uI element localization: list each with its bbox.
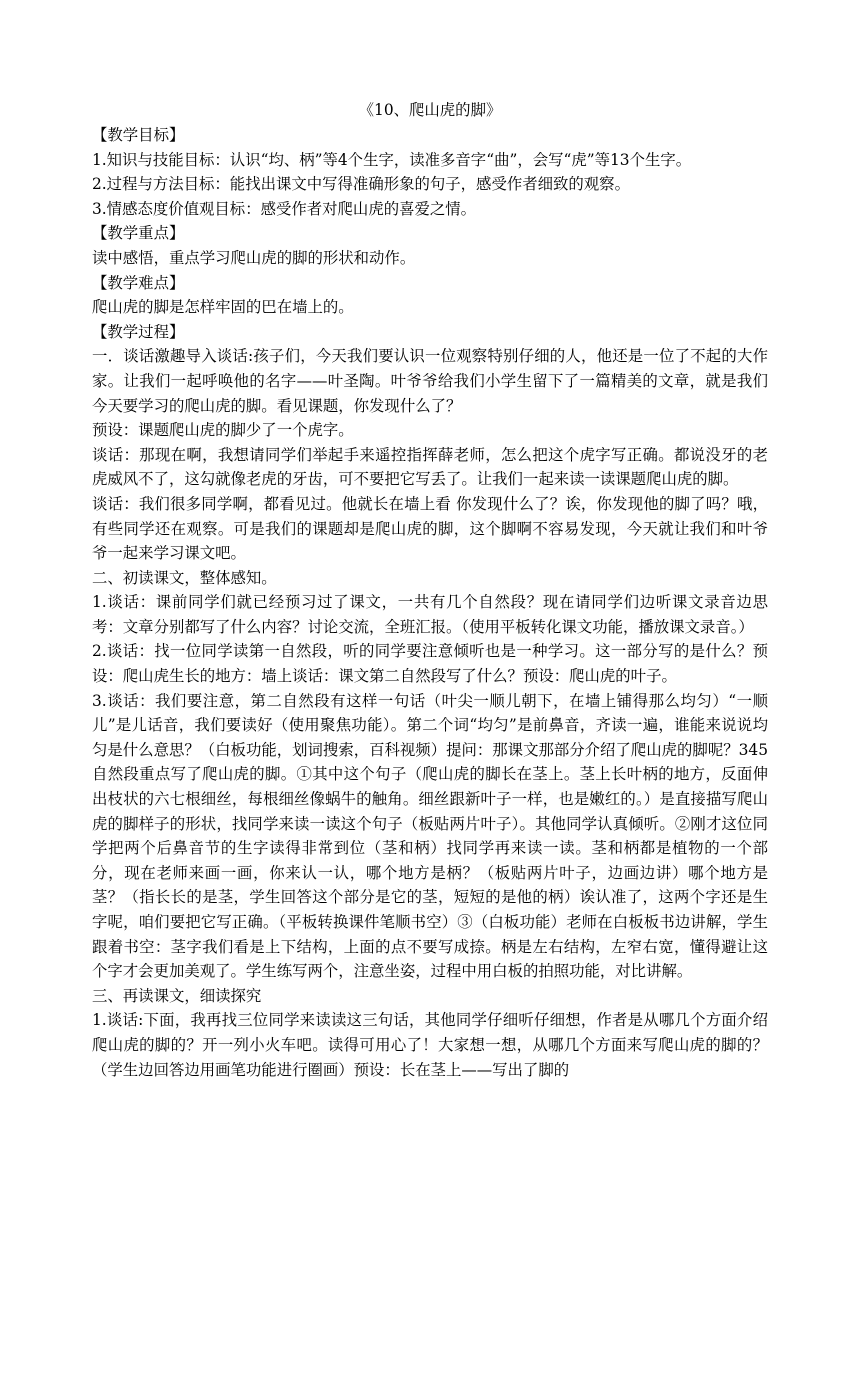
paragraph: 3.情感态度价值观目标：感受作者对爬山虎的喜爱之情。: [92, 199, 477, 218]
paragraph: 【教学难点】: [92, 273, 185, 292]
paragraph: 1.谈话：课前同学们就已经预习过了课文，一共有几个自然段？现在请同学们边听课文录音边思考：文章分别都写了什么内容？讨论交流，全班汇报。（使用平板转化课文功能，播放课文录音。）: [92, 593, 768, 636]
paragraph: 谈话：我们很多同学啊，都看见过。他就长在墙上看 你发现什么了？诶，你发现他的脚了吗？哦，有些同学还在观察。可是我们的课题却是爬山虎的脚，这个脚啊不容易发现，今天就让我们和叶爷爷一起来学习课文吧。: [92, 494, 768, 563]
document-title: 《10、爬山虎的脚》: [358, 101, 502, 119]
paragraph: 爬山虎的脚是怎样牢固的巴在墙上的。: [92, 298, 354, 317]
paragraph: 3.谈话：我们要注意，第二自然段有这样一句话（叶尖一顺儿朝下，在墙上铺得那么均匀）“一顺儿”是儿话音，我们要读好（使用聚焦功能）。第二个词“均匀”是前鼻音，齐读一遍，谁能来说说均匀是什么意思？（白板功能，划词搜索，百科视频）提问：那课文那部分介绍了爬山虎的脚呢？345自然段重点写了爬山虎的脚。①其中这个句子（爬山虎的脚长在茎上。茎上长叶柄的地方，反面伸出枝状的六七根细丝，每根细丝像蜗牛的触角。细丝跟新叶子一样，也是嫩红的。）是直接描写爬山虎的脚样子的形状，找同学来读一读这个句子（板贴两片叶子）。其他同学认真倾听。②刚才这位同学把两个后鼻音节的生字读得非常到位（茎和柄）找同学再来读一读。茎和柄都是植物的一个部分，现在老师来画一画，你来认一认，哪个地方是柄？（板贴两片叶子，边画边讲）哪个地方是茎？（指长长的是茎，学生回答这个部分是它的茎，短短的是他的柄）诶认准了，这两个字还是生字呢，咱们要把它写正确。（平板转换课件笔顺书空）③（白板功能）老师在白板板书边讲解，学生跟着书空：茎字我们看是上下结构，上面的点不要写成捺。柄是左右结构，左窄右宽，懂得避让这个字才会更加美观了。学生练写两个，注意坐姿，过程中用白板的拍照功能，对比讲解。: [92, 691, 768, 981]
paragraph: 预设：课题爬山虎的脚少了一个虎字。: [92, 421, 354, 440]
paragraph: 1.谈话:下面，我再找三位同学来读读这三句话，其他同学仔细听仔细想，作者是从哪几个方面介绍爬山虎的脚的？开一列小火车吧。读得可用心了！大家想一想，从哪几个方面来写爬山虎的脚的？（学生边回答边用画笔功能进行圈画）预设：长在茎上——写出了脚的: [92, 1011, 768, 1079]
paragraph: 2.过程与方法目标：能找出课文中写得准确形象的句子，感受作者细致的观察。: [92, 175, 630, 194]
document-page: [92, 98, 768, 1082]
paragraph: 【教学目标】: [92, 126, 185, 144]
paragraph: 一．谈话激趣导入谈话:孩子们，今天我们要认识一位观察特别仔细的人，他还是一位了不起的大作家。让我们一起呼唤他的名字——叶圣陶。叶爷爷给我们小学生留下了一篇精美的文章，就是我们今天要学习的爬山虎的脚。看见课题，你发现什么了？: [92, 347, 768, 415]
paragraph: 2.谈话：找一位同学读第一自然段，听的同学要注意倾听也是一种学习。这一部分写的是什么？预设：爬山虎生长的地方：墙上谈话：课文第二自然段写了什么？预设：爬山虎的叶子。: [92, 642, 768, 686]
paragraph: 1.知识与技能目标：认识“均、柄”等4个生字，读准多音字“曲”，会写“虎”等13个生字。: [92, 150, 692, 169]
document-body: [92, 123, 768, 1082]
paragraph: 三、再读课文，细读探究: [92, 986, 262, 1005]
paragraph: 谈话：那现在啊，我想请同学们举起手来遥控指挥薛老师，怎么把这个虎字写正确。都说没牙的老虎威风不了，这勾就像老虎的牙齿，可不要把它写丢了。让我们一起来读一读课题爬山虎的脚。: [92, 445, 768, 489]
paragraph: 【教学过程】: [92, 322, 185, 341]
paragraph: 【教学重点】: [92, 224, 185, 243]
paragraph: 读中感悟，重点学习爬山虎的脚的形状和动作。: [92, 248, 416, 267]
paragraph: 二、初读课文，整体感知。: [92, 568, 277, 587]
